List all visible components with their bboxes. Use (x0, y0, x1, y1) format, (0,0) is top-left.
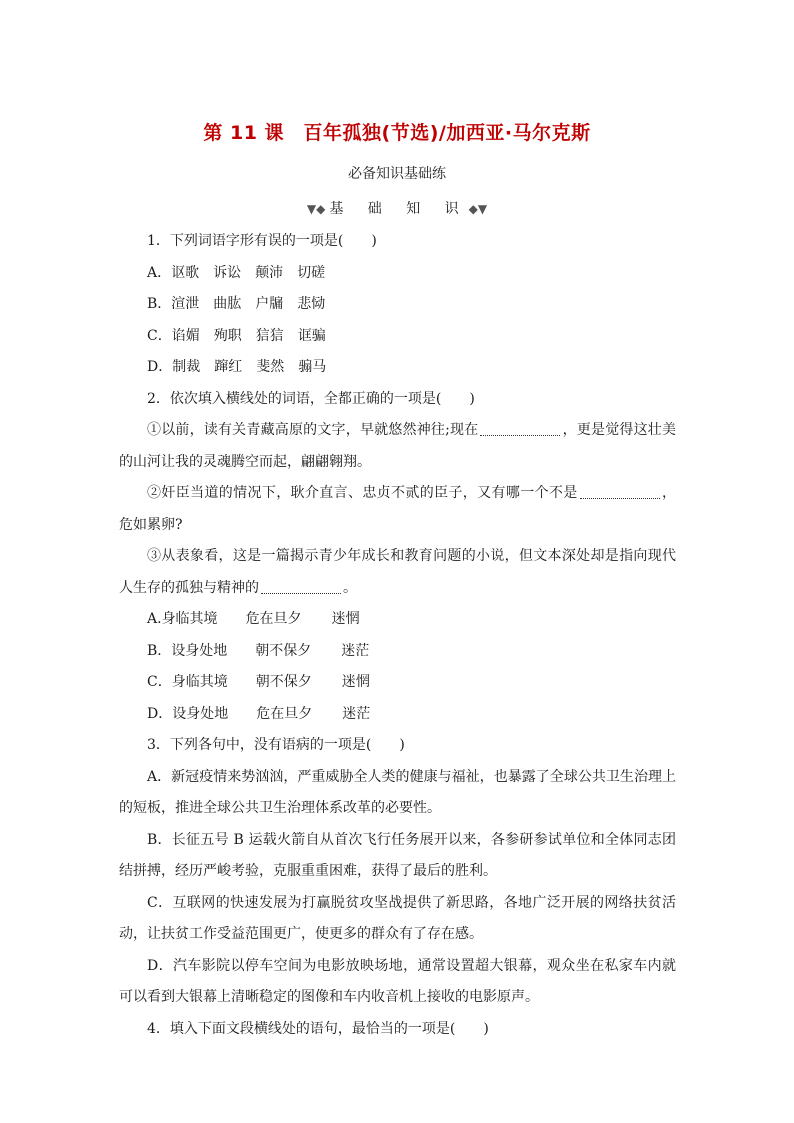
question-2-passage-2: ②奸臣当道的情况下，耿介直言、忠贞不贰的臣子，又有哪一个不是 ，危如累卵? (119, 485, 677, 533)
question-3-option-a: A．新冠疫情来势汹汹，严重威胁全人类的健康与福祉，也暴露了全球公共卫生治理上的短板，推进全球公共卫生治理体系改革的必要性。 (119, 768, 676, 816)
question-2-option-c: C．身临其境 朝不保夕 迷惘 (147, 674, 370, 690)
fill-blank (261, 579, 341, 594)
page-title: 第 11 课 百年孤独(节选)/加西亚·马尔克斯 (203, 122, 591, 144)
triangle-marker-icon: ◆▼ (468, 202, 488, 216)
question-1-option-a: A．讴歌 诉讼 颠沛 切磋 (147, 264, 326, 281)
question-2-stem: 2．依次填入横线处的词语，全都正确的一项是( ) (147, 390, 475, 407)
question-2-passage-1: ①以前，读有关青藏高原的文字，早就悠然神往;现在 ，更是觉得这壮美的山河让我的灵魂腾空而起，翩翩翱翔。 (119, 422, 677, 470)
fill-blank (580, 484, 660, 499)
fill-blank (480, 421, 560, 436)
question-4-stem: 4．填入下面文段横线处的语句，最恰当的一项是( ) (147, 1020, 489, 1037)
section-header (0, 198, 794, 218)
triangle-marker-icon: ▼◆ (306, 202, 326, 216)
question-2-passage-3: ③从表象看，这是一篇揭示青少年成长和教育问题的小说，但文本深处却是指向现代人生存的孤独与精神的 。 (119, 548, 676, 596)
question-1-option-c: C．谄媚 殉职 狺狺 诓骗 (147, 327, 326, 344)
question-2-option-d: D．设身处地 危在旦夕 迷茫 (147, 705, 371, 722)
question-1-option-b: B．渲泄 曲肱 户牖 悲恸 (147, 296, 326, 312)
question-3-option-c: C．互联网的快速发展为打赢脱贫攻坚战提供了新思路，各地广泛开展的网络扶贫活动，让扶贫工作受益范围更广，使更多的群众有了存在感。 (119, 894, 676, 942)
question-3-stem: 3．下列各句中，没有语病的一项是( ) (147, 737, 405, 753)
page-subtitle: 必备知识基础练 (348, 166, 446, 182)
question-2-option-b: B．设身处地 朝不保夕 迷茫 (147, 642, 370, 659)
question-list (119, 226, 676, 1045)
question-3-option-b: B．长征五号 B 运载火箭自从首次飞行任务展开以来，各参研参试单位和全体同志团结拼搏，经历严峻考验，克服重重困难，获得了最后的胜利。 (119, 831, 676, 879)
question-3-option-d: D．汽车影院以停车空间为电影放映场地，通常设置超大银幕，观众坐在私家车内就可以看到大银幕上清晰稳定的图像和车内收音机上接收的电影原声。 (119, 957, 676, 1005)
section-label: 基 础 知 识 (329, 201, 469, 217)
question-1-stem: 1．下列词语字形有误的一项是( ) (147, 233, 377, 249)
question-2-option-a: A.身临其境 危在旦夕 迷惘 (147, 611, 360, 627)
question-1-option-d: D．制裁 蹿红 斐然 骟马 (147, 359, 327, 375)
